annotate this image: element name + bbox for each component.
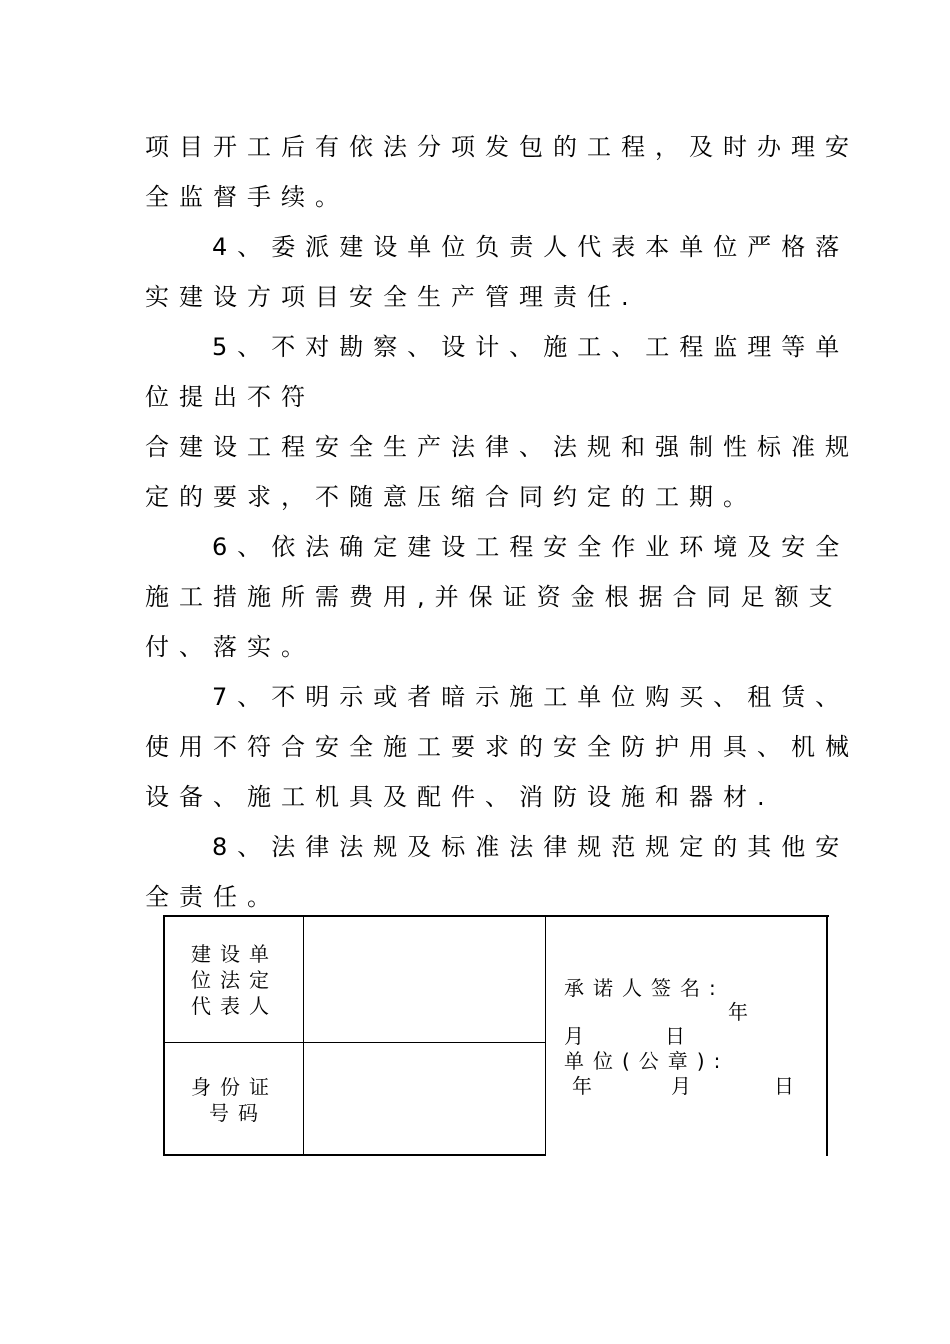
legal-rep-label-line: 建设单 bbox=[191, 942, 278, 966]
table-border-bottom bbox=[163, 1154, 546, 1156]
text-line: 4、委派建设单位负责人代表本单位严格落 bbox=[212, 233, 850, 261]
document-body bbox=[145, 122, 859, 922]
signer-month: 月 bbox=[564, 1024, 593, 1048]
text-line: 项目开工后有依法分项发包的工程，及时办理安 bbox=[145, 133, 859, 161]
unit-month: 月 bbox=[671, 1074, 700, 1098]
table-row-divider bbox=[163, 1042, 546, 1043]
unit-seal-label: 单位(公章): bbox=[564, 1049, 730, 1073]
text-line: 施工措施所需费用,并保证资金根据合同足额支 bbox=[145, 583, 843, 611]
text-line: 全监督手续。 bbox=[145, 183, 349, 211]
text-line: 使用不符合安全施工要求的安全防护用具、机械 bbox=[145, 733, 859, 761]
table-border-top bbox=[163, 915, 829, 917]
text-line: 位提出不符 bbox=[145, 383, 315, 411]
table-border-left bbox=[163, 915, 165, 1156]
signer-year: 年 bbox=[728, 1000, 757, 1024]
text-line: 付、落实。 bbox=[145, 633, 315, 661]
text-line: 定的要求，不随意压缩合同约定的工期。 bbox=[145, 483, 757, 511]
signer-label: 承诺人签名: bbox=[564, 976, 725, 1000]
text-line: 全责任。 bbox=[145, 883, 281, 911]
unit-day: 日 bbox=[774, 1074, 803, 1098]
text-line: 合建设工程安全生产法律、法规和强制性标准规 bbox=[145, 433, 859, 461]
unit-year: 年 bbox=[572, 1074, 601, 1098]
table-col-divider-2 bbox=[545, 915, 546, 1156]
text-line: 6、依法确定建设工程安全作业环境及安全 bbox=[212, 533, 850, 561]
legal-rep-label-line: 代表人 bbox=[191, 994, 278, 1018]
table-col-divider-1 bbox=[303, 915, 304, 1156]
text-line: 设备、施工机具及配件、消防设施和器材. bbox=[145, 783, 775, 811]
text-line: 7、不明示或者暗示施工单位购买、租赁、 bbox=[212, 683, 850, 711]
signer-day: 日 bbox=[665, 1024, 694, 1048]
signature-table bbox=[163, 915, 829, 1156]
text-line: 5、不对勘察、设计、施工、工程监理等单 bbox=[212, 333, 850, 361]
id-number-label-line: 号码 bbox=[209, 1101, 267, 1125]
text-line: 实建设方项目安全生产管理责任. bbox=[145, 283, 639, 311]
legal-rep-label-line: 位法定 bbox=[191, 968, 278, 992]
id-number-label-line: 身份证 bbox=[191, 1075, 278, 1099]
table-border-right bbox=[826, 915, 828, 1156]
text-line: 8、法律法规及标准法律规范规定的其他安 bbox=[212, 833, 850, 861]
